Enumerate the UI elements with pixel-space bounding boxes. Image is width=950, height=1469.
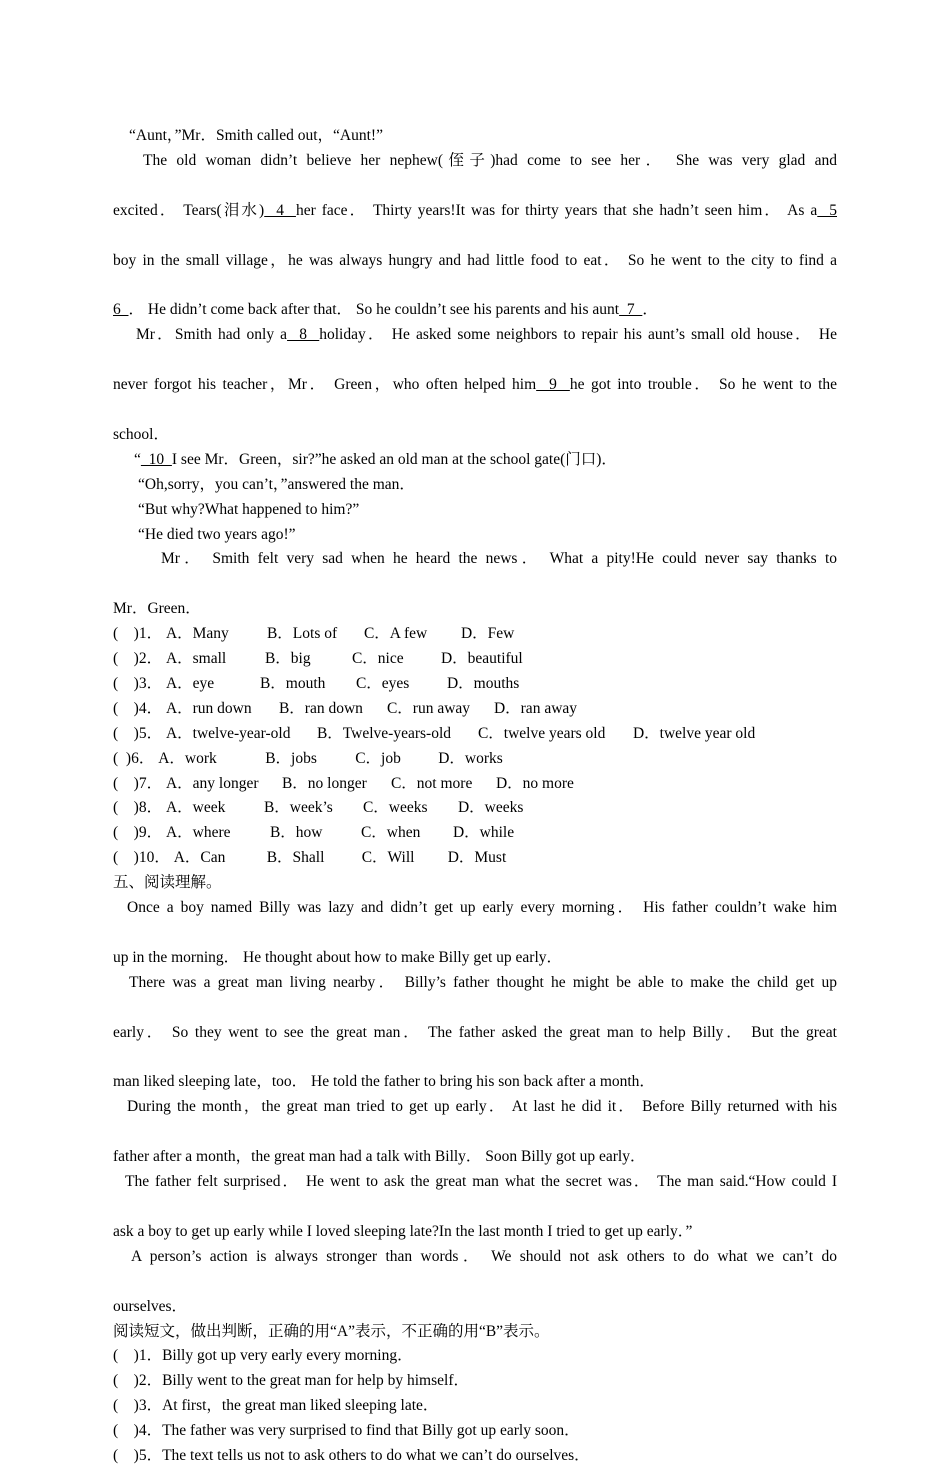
passage-line: Mr． Smith felt very sad when he heard the news． What a pity!He could never say thanks to [161, 550, 837, 568]
passage-text: holiday． He asked some neighbors to repair his aunt’s small old house． He [319, 326, 837, 344]
option-d: D．twelve year old [632, 724, 756, 742]
passage-text: excited． Tears(泪水) [113, 201, 265, 219]
passage-text: Mr．Smith had only a [136, 326, 288, 344]
question-number: ( )1． [113, 625, 163, 643]
passage-text: ． [642, 301, 658, 319]
passage-text: he got into trouble． So he went to the [569, 376, 838, 394]
cloze-blank-10: 10 [140, 450, 172, 468]
statement-text: Billy went to the great man for help by himself． [162, 1372, 469, 1390]
question-row [113, 747, 837, 772]
passage-text: never forgot his teacher，Mr． Green，who often helped him [113, 376, 537, 394]
reading-passage [113, 896, 837, 1319]
option-a: A．twelve-year-old [165, 724, 291, 742]
question-number: ( )3． [113, 1397, 163, 1415]
passage-line: school． [113, 425, 169, 443]
option-a: A．eye [165, 674, 215, 692]
option-a: A．any longer [165, 774, 259, 792]
option-d: D．ran away [493, 699, 578, 717]
passage-line: There was a great man living nearby． Billy’s father thought he might be able to make the child get up [129, 973, 837, 991]
option-d: D．no more [495, 774, 574, 792]
option-a: A．where [165, 824, 231, 842]
judgment-instruction: 阅读短文，做出判断，正确的用“A”表示，不正确的用“B”表示。 [113, 1322, 550, 1340]
question-row [113, 772, 837, 797]
option-c: C．when [360, 824, 421, 842]
judgment-row [113, 1394, 837, 1419]
passage-line: “But why?What happened to him?” [138, 500, 360, 518]
passage-line [113, 373, 837, 423]
passage-line: early． So they went to see the great man． The father asked the great man to help Billy． But the great [113, 1023, 837, 1041]
passage-text: I see Mr．Green，sir?”he asked an old man at the school gate(门口)． [171, 450, 617, 468]
option-c: C．Will [361, 849, 415, 867]
option-b: B．week’s [263, 799, 333, 817]
option-b: B．how [269, 824, 323, 842]
option-b: B．ran down [278, 699, 363, 717]
option-d: D．Few [460, 625, 515, 643]
question-number: ( )7． [113, 774, 163, 792]
question-row [113, 647, 837, 672]
section-5-heading: 五、阅读理解。 [113, 874, 222, 892]
question-number: ( )2． [113, 650, 163, 668]
option-b: B．Shall [266, 849, 325, 867]
cloze-blank-4: 4 [264, 201, 296, 219]
option-b: B．jobs [265, 749, 317, 767]
option-b: B．Twelve-years-old [316, 724, 452, 742]
question-row [113, 697, 837, 722]
option-d: D．while [452, 824, 515, 842]
option-c: C．twelve years old [477, 724, 606, 742]
option-d: D．beautiful [440, 650, 523, 668]
statement-text: The father was very surprised to find that Billy got up early soon． [162, 1422, 580, 1440]
option-d: D．Must [447, 849, 507, 867]
question-row [113, 846, 837, 871]
passage-line: “Aunt，”Mr．Smith called out，“Aunt!” [129, 127, 383, 144]
question-row [113, 672, 837, 697]
cloze-passage [113, 124, 837, 622]
question-row [113, 622, 837, 647]
statement-text: At first，the great man liked sleeping late． [162, 1397, 439, 1415]
passage-line [113, 199, 837, 249]
option-a: A．work [158, 749, 217, 767]
passage-line [113, 323, 837, 373]
option-b: B．no longer [281, 774, 367, 792]
passage-line: ask a boy to get up early while I loved sleeping late?In the last month I tried to get up early．” [113, 1222, 693, 1240]
option-a: A．run down [165, 699, 252, 717]
option-a: A．small [165, 650, 227, 668]
question-row [113, 821, 837, 846]
judgment-row [113, 1419, 837, 1444]
cloze-blank-5: 5 [817, 201, 837, 219]
option-b: B．mouth [259, 674, 326, 692]
passage-text: “ [134, 450, 141, 468]
passage-text: her face． Thirty years!It was for thirty years that she hadn’t seen him． As a [295, 201, 818, 219]
question-row [113, 796, 837, 821]
judgment-row [113, 1444, 837, 1469]
option-a: A．week [165, 799, 226, 817]
passage-line: During the month，the great man tried to get up early． At last he did it． Before Billy returned with his [127, 1098, 837, 1116]
passage-line: father after a month，the great man had a talk with Billy． Soon Billy got up early． [113, 1148, 646, 1166]
question-number: ( )5． [113, 724, 163, 742]
question-number: ( )8． [113, 799, 163, 817]
option-d: D．mouths [446, 674, 520, 692]
passage-line: up in the morning． He thought about how to make Billy get up early． [113, 948, 563, 966]
question-number: ( )4． [113, 1422, 163, 1440]
passage-line: Mr．Green． [113, 600, 201, 618]
statement-text: Billy got up very early every morning． [162, 1347, 413, 1365]
judgment-questions [113, 1344, 837, 1469]
judgment-row [113, 1344, 837, 1369]
question-number: ( )1． [113, 1347, 163, 1365]
passage-line: boy in the small village，he was always hungry and had little food to eat． So he went to the city to find a [113, 251, 837, 269]
question-row [113, 722, 837, 747]
cloze-blank-9: 9 [536, 376, 570, 394]
passage-line: “He died two years ago!” [138, 525, 296, 543]
option-a: A．Can [173, 849, 226, 867]
question-number: ( )5． [113, 1447, 163, 1465]
question-number: ( )9． [113, 824, 163, 842]
option-d: D．weeks [457, 799, 524, 817]
passage-line: The father felt surprised． He went to ask the great man what the secret was． The man said.“How could I [125, 1173, 837, 1191]
option-d: D．works [438, 749, 503, 767]
option-c: C．weeks [362, 799, 428, 817]
passage-line: ourselves． [113, 1297, 188, 1315]
passage-line [113, 298, 837, 323]
option-c: C．run away [386, 699, 471, 717]
judgment-row [113, 1369, 837, 1394]
passage-line: “Oh,sorry，you can’t，”answered the man． [138, 475, 415, 493]
question-number: ( )10． [113, 849, 170, 867]
option-b: B．Lots of [266, 625, 338, 643]
question-number: ( )3． [113, 674, 163, 692]
passage-line: A person’s action is always stronger than words． We should not ask others to do what we can’t do [131, 1247, 837, 1265]
option-c: C．not more [390, 774, 473, 792]
cloze-blank-6: 6 [113, 301, 129, 319]
worksheet-page [113, 124, 837, 1469]
option-c: C．nice [351, 650, 404, 668]
passage-line: The old woman didn’t believe her nephew(侄子)had come to see her． She was very glad and [143, 151, 837, 169]
passage-line: man liked sleeping late，too． He told the father to bring his son back after a month． [113, 1073, 655, 1091]
option-c: C．eyes [355, 674, 410, 692]
cloze-blank-7: 7 [619, 301, 643, 319]
question-number: ( )4． [113, 699, 163, 717]
passage-line [113, 448, 837, 473]
option-a: A．Many [165, 625, 229, 643]
question-number: ( )6． [113, 749, 155, 767]
question-number: ( )2． [113, 1372, 163, 1390]
cloze-blank-8: 8 [287, 326, 320, 344]
option-b: B．big [264, 650, 311, 668]
passage-line: Once a boy named Billy was lazy and didn’t get up early every morning． His father couldn’t wake him [127, 899, 837, 917]
option-c: C．A few [363, 625, 428, 643]
passage-text: ． He didn’t come back after that． So he couldn’t see his parents and his aunt [128, 301, 620, 319]
option-c: C．job [355, 749, 401, 767]
cloze-questions [113, 622, 837, 871]
statement-text: The text tells us not to ask others to do what we can’t do ourselves． [162, 1447, 590, 1465]
